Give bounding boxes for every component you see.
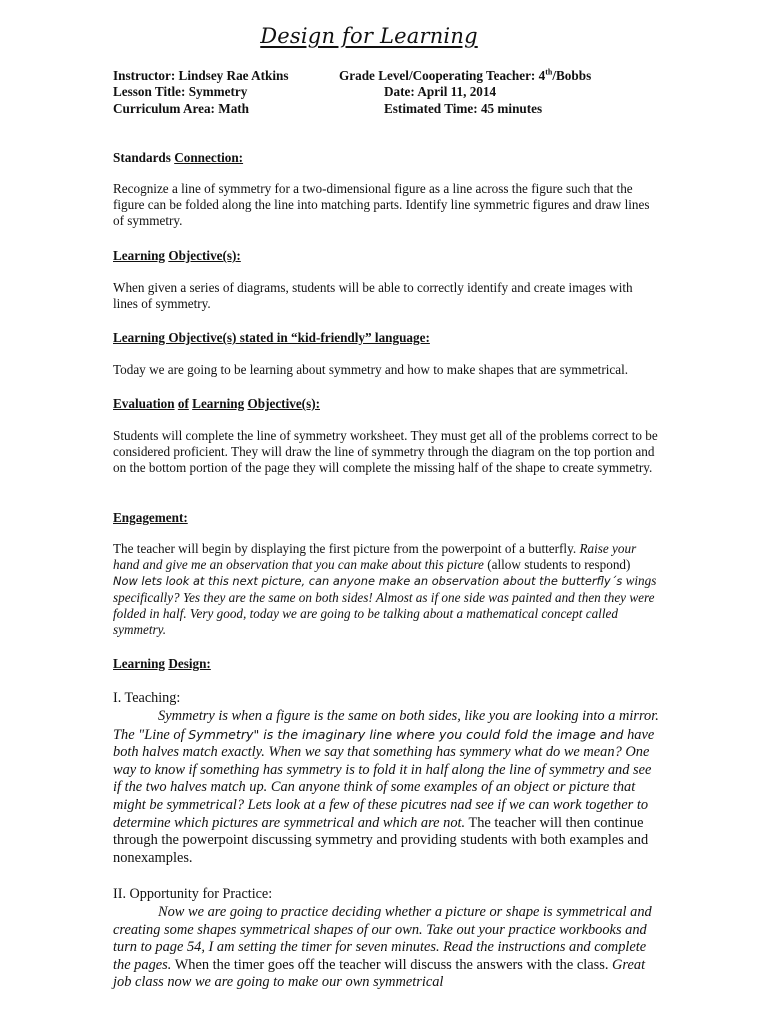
estimated-time-line: Estimated Time: 45 minutes	[384, 101, 543, 116]
standards-heading-part1: Standards	[113, 150, 171, 165]
kid-friendly-heading	[113, 330, 430, 346]
engagement-italic-2: wings specifically? Yes they are the same on both sides! Almost as if one side was painted and then they were folded in half. Very good, today we are going to be talking about a mathematical concept called symmetry.	[113, 573, 657, 638]
engagement-sans-1: Now lets look at this next picture, can anyone make an observation about the butterfly´s	[113, 574, 623, 589]
teaching-label: I. Teaching:	[113, 690, 181, 706]
evaluation-text: Students will complete the line of symmetry worksheet. They must get all of the problems correct to be considered proficient. They will draw the line of symmetry through the diagram on the top portion and on the bottom portion of the page they will complete the missing half of the shape to create symmetry.	[113, 428, 658, 476]
teaching-italic-1: Symmetry is when a figure is the same on both sides, like you are looking into a mirror. The "Line of	[113, 708, 659, 743]
grade-level-suffix: /Bobbs	[552, 68, 592, 83]
kid-friendly-heading-text: Learning Objective(s) stated in “kid-friendly” language:	[113, 330, 430, 345]
teaching-sans-1: Symmetry" is the imaginary line where you could fold the image and	[188, 726, 624, 742]
practice-italic-2: Great job class now we are going to make our own symmetrical	[113, 956, 646, 991]
engagement-plain-1: The teacher will begin by displaying the first picture from the powerpoint of a butterfly.	[113, 541, 580, 556]
teaching-plain-1: The teacher will then continue through the powerpoint discussing symmetry and providing students with both examples and nonexamples.	[113, 814, 649, 866]
engagement-italic-1: Raise your hand and give me an observation that you can make about this picture	[113, 541, 637, 573]
practice-plain-1: When the timer goes off the teacher will discuss the answers with the class.	[171, 956, 613, 973]
instructor-line: Instructor: Lindsey Rae Atkins	[113, 68, 289, 83]
evaluation-heading	[113, 396, 320, 412]
evaluation-heading-part1: Evaluation	[113, 396, 175, 411]
engagement-heading-text: Engagement:	[113, 510, 188, 525]
standards-heading	[113, 150, 243, 166]
grade-level-sup: th	[545, 67, 553, 77]
learning-design-heading-part2: Design:	[168, 656, 211, 671]
learning-objectives-heading-part1: Learning	[113, 248, 166, 263]
evaluation-heading-part4: Objective(s):	[247, 396, 320, 411]
document-title: Design for Learning	[260, 24, 478, 48]
date-line: Date: April 11, 2014	[384, 84, 497, 99]
engagement-heading	[113, 510, 188, 526]
learning-design-heading-part1: Learning	[113, 656, 166, 671]
kid-friendly-text: Today we are going to be learning about symmetry and how to make shapes that are symmetrical.	[113, 362, 629, 377]
standards-text: Recognize a line of symmetry for a two-dimensional figure as a line across the figure such that the figure can be folded along the line into matching parts. Identify line symmetric figures and draw lines of symmetry.	[113, 181, 650, 229]
learning-objectives-text: When given a series of diagrams, students will be able to correctly identify and create images with lines of symmetry.	[113, 280, 633, 312]
standards-heading-part2: Connection:	[174, 150, 244, 165]
curriculum-area-line: Curriculum Area: Math	[113, 101, 250, 116]
learning-design-heading	[113, 656, 211, 672]
engagement-plain-2: (allow students to respond)	[483, 557, 631, 573]
evaluation-heading-part3: Learning	[192, 396, 245, 411]
grade-level-line	[339, 68, 591, 84]
evaluation-heading-part2: of	[177, 396, 189, 411]
practice-italic-1: Now we are going to practice deciding whether a picture or shape is symmetrical and creating some shapes symmetrical shapes of our own. Take out your practice workbooks and turn to page 54, I am setting the timer for seven minutes. Read the instructions and complete the pages.	[113, 904, 652, 973]
engagement-text	[113, 541, 658, 638]
practice-text	[113, 904, 661, 992]
grade-level-prefix: Grade Level/Cooperating Teacher: 4	[339, 68, 546, 83]
lesson-title-line: Lesson Title: Symmetry	[113, 84, 248, 99]
practice-label: II. Opportunity for Practice:	[113, 886, 273, 902]
teaching-text	[113, 708, 661, 867]
teaching-italic-2: have both halves match exactly. When we say that something has symmery what do we mean? One way to know if something has symmetry is to fold it in half along the line of symmetry and see if the two halves match up. Can anyone think of some examples of an object or picture that might be symmetrical? Lets look at a few of these picutres nad see if we can work together to determine which pictures are symmetrical and which are not.	[113, 726, 655, 831]
learning-objectives-heading-part2: Objective(s):	[168, 248, 241, 263]
learning-objectives-heading	[113, 248, 241, 264]
